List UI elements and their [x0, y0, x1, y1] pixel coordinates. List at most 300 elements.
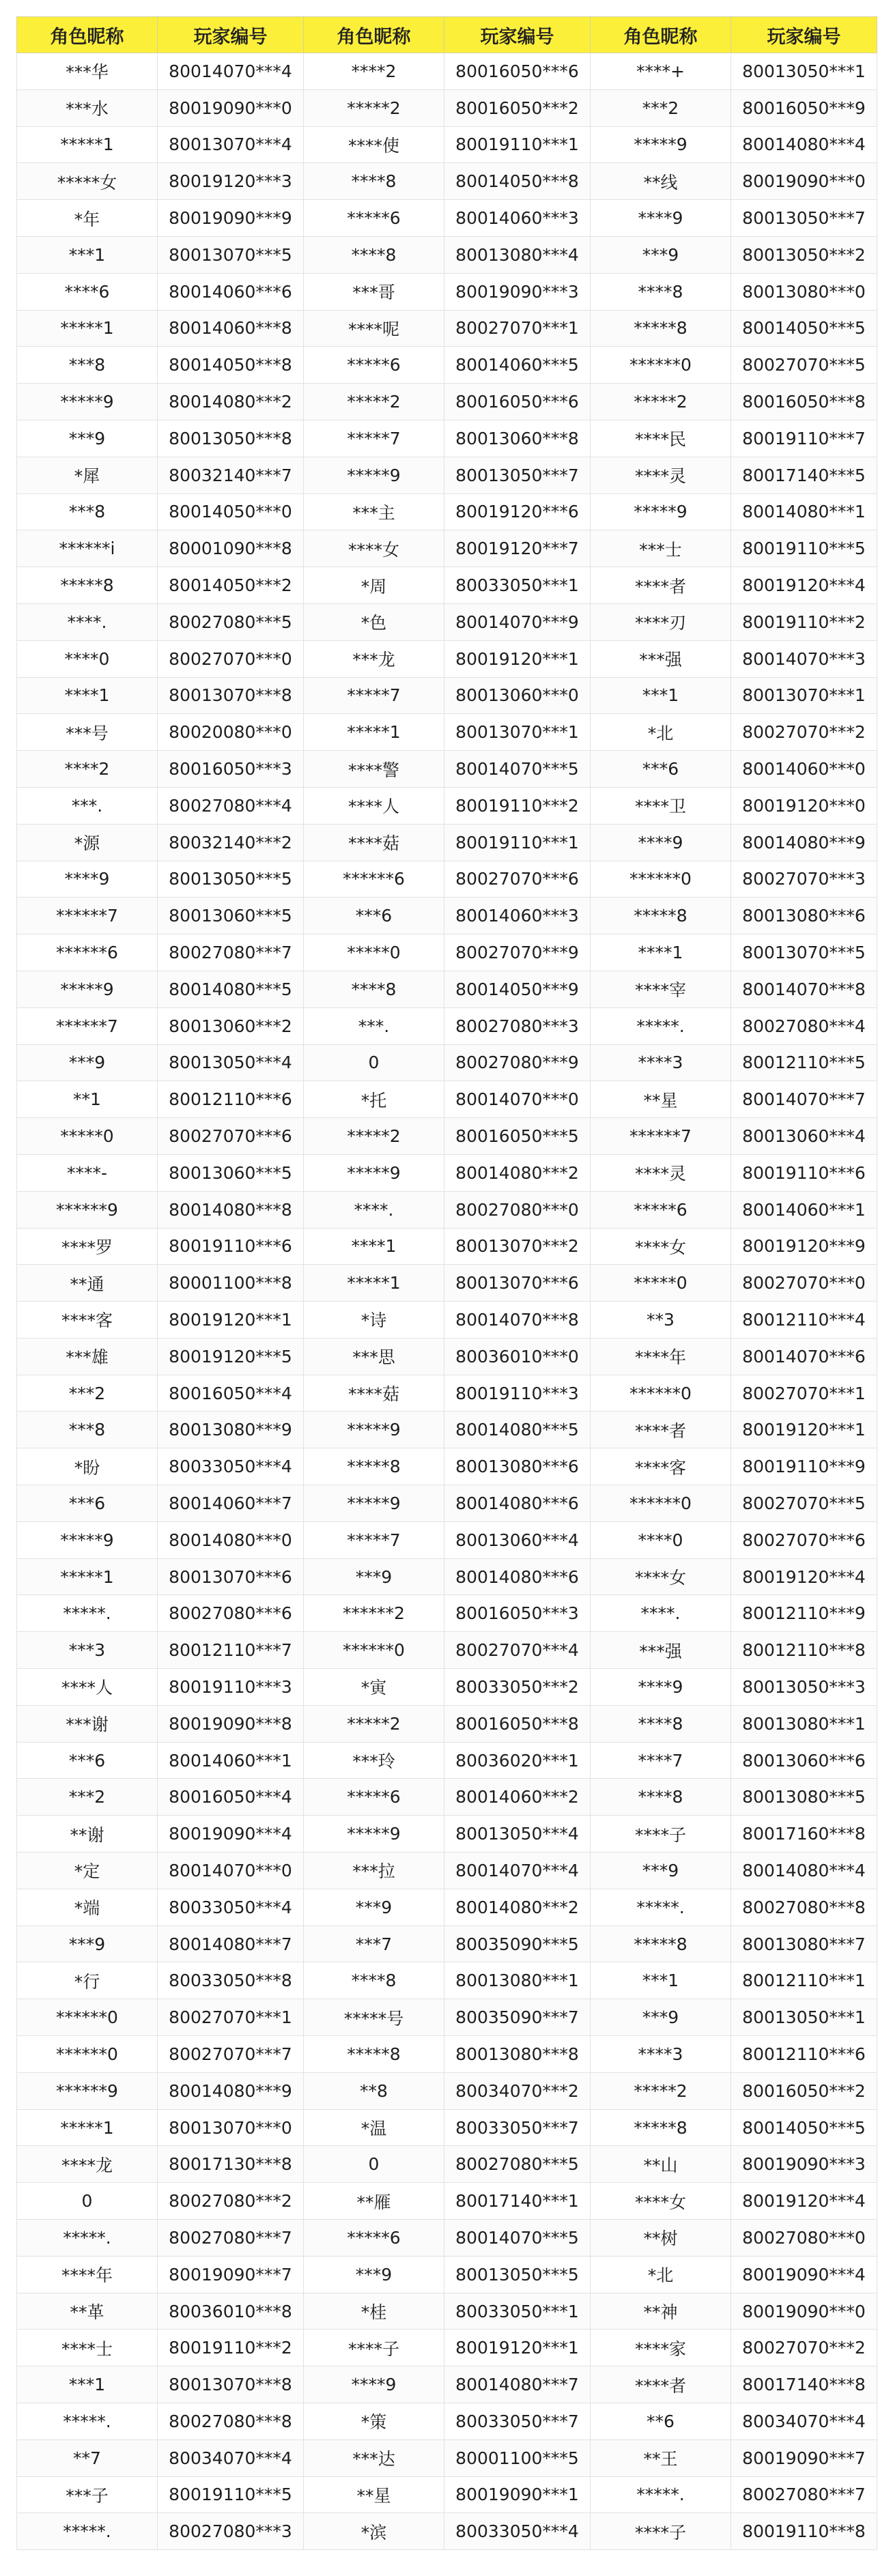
- player-id-cell: 80013070***6: [444, 1265, 591, 1302]
- role-nickname-cell: *****女: [17, 163, 158, 200]
- table-row: [17, 861, 877, 898]
- player-id-cell: 80014060***7: [158, 1485, 304, 1522]
- player-id-cell: 80014070***4: [444, 1852, 591, 1889]
- role-nickname-cell: *****0: [17, 1118, 158, 1155]
- role-nickname-cell: ***雄: [17, 1338, 158, 1375]
- role-nickname-cell: ****8: [304, 1962, 444, 1999]
- role-nickname-cell: ****7: [591, 1742, 731, 1779]
- table-row: [17, 2476, 877, 2513]
- role-nickname-cell: *****9: [591, 126, 731, 163]
- player-id-cell: 80019110***2: [444, 787, 591, 824]
- player-id-cell: 80014080***7: [444, 2366, 591, 2403]
- role-nickname-cell: ***主: [304, 493, 444, 530]
- player-id-cell: 80019120***4: [731, 2183, 877, 2220]
- role-nickname-cell: **革: [17, 2293, 158, 2330]
- player-id-cell: 80027070***3: [731, 861, 877, 898]
- player-id-cell: 80001100***8: [158, 1265, 304, 1302]
- player-id-cell: 80013070***4: [158, 126, 304, 163]
- player-id-cell: 80014060***8: [158, 310, 304, 347]
- role-nickname-cell: **8: [304, 2072, 444, 2109]
- player-id-cell: 80033050***1: [444, 567, 591, 604]
- role-nickname-cell: *****2: [304, 1118, 444, 1155]
- table-row: [17, 1962, 877, 1999]
- role-nickname-cell: ***拉: [304, 1852, 444, 1889]
- role-nickname-cell: ****0: [591, 1521, 731, 1558]
- table-row: [17, 493, 877, 530]
- role-nickname-cell: ***2: [591, 89, 731, 126]
- role-nickname-cell: *****.: [17, 2403, 158, 2440]
- player-id-cell: 80014080***6: [444, 1558, 591, 1595]
- player-id-cell: 80019110***1: [444, 824, 591, 861]
- role-nickname-cell: *****8: [304, 1448, 444, 1485]
- player-id-cell: 80013050***7: [731, 200, 877, 237]
- role-nickname-cell: ****年: [591, 1338, 731, 1375]
- player-id-cell: 80014060***1: [158, 1742, 304, 1779]
- role-nickname-cell: ****使: [304, 126, 444, 163]
- player-id-cell: 80014070***0: [158, 1852, 304, 1889]
- player-id-cell: 80013060***0: [444, 677, 591, 714]
- role-nickname-cell: ***9: [591, 236, 731, 273]
- player-id-cell: 80027070***2: [731, 2330, 877, 2366]
- player-id-cell: 80027080***6: [158, 1595, 304, 1632]
- player-id-cell: 80027070***5: [731, 347, 877, 384]
- table-row: [17, 2146, 877, 2183]
- role-nickname-cell: ******6: [17, 934, 158, 971]
- player-id-cell: 80019090***3: [444, 273, 591, 310]
- table-row: [17, 2330, 877, 2366]
- player-id-cell: 80020080***0: [158, 714, 304, 751]
- role-nickname-cell: *定: [17, 1852, 158, 1889]
- player-id-cell: 80014080***2: [444, 1889, 591, 1926]
- role-nickname-cell: ****子: [591, 2513, 731, 2550]
- player-id-cell: 80019110***3: [444, 1375, 591, 1412]
- player-id-cell: 80014070***0: [444, 1081, 591, 1118]
- role-nickname-cell: *****1: [304, 714, 444, 751]
- role-nickname-cell: *****8: [591, 1926, 731, 1962]
- player-id-cell: 80013080***7: [731, 1926, 877, 1962]
- role-nickname-cell: *****7: [304, 1521, 444, 1558]
- role-nickname-cell: *源: [17, 824, 158, 861]
- player-id-cell: 80016050***3: [158, 751, 304, 788]
- role-nickname-cell: ****罗: [17, 1228, 158, 1265]
- role-nickname-cell: ****灵: [591, 1154, 731, 1191]
- player-id-cell: 80014060***6: [158, 273, 304, 310]
- player-id-cell: 80012110***6: [158, 1081, 304, 1118]
- player-id-cell: 80027080***0: [731, 2220, 877, 2257]
- role-nickname-cell: ****8: [304, 236, 444, 273]
- role-nickname-cell: *****1: [17, 2109, 158, 2146]
- role-nickname-cell: *****6: [304, 200, 444, 237]
- player-id-cell: 80019120***0: [731, 787, 877, 824]
- role-nickname-cell: ****者: [591, 2366, 731, 2403]
- role-nickname-cell: ***思: [304, 1338, 444, 1375]
- player-id-cell: 80014070***4: [158, 53, 304, 90]
- player-id-cell: 80027070***0: [731, 1265, 877, 1302]
- player-id-cell: 80019120***5: [158, 1338, 304, 1375]
- role-nickname-cell: ***9: [304, 2256, 444, 2293]
- role-nickname-cell: ****人: [304, 787, 444, 824]
- table-row: [17, 1007, 877, 1044]
- table-row: [17, 1118, 877, 1155]
- player-id-cell: 80013050***8: [158, 420, 304, 457]
- player-id-cell: 80017140***8: [731, 2366, 877, 2403]
- table-row: [17, 1338, 877, 1375]
- table-row: [17, 420, 877, 457]
- player-id-cell: 80019120***6: [444, 493, 591, 530]
- player-id-cell: 80033050***7: [444, 2109, 591, 2146]
- player-id-cell: 80016050***2: [731, 2072, 877, 2109]
- player-id-cell: 80014050***2: [158, 567, 304, 604]
- player-id-cell: 80019110***3: [158, 1669, 304, 1706]
- role-nickname-cell: ***.: [17, 787, 158, 824]
- table-row: [17, 2183, 877, 2220]
- role-nickname-cell: **线: [591, 163, 731, 200]
- player-id-cell: 80033050***4: [158, 1889, 304, 1926]
- role-nickname-cell: *****9: [304, 457, 444, 493]
- role-nickname-cell: *****2: [304, 1705, 444, 1742]
- player-id-cell: 80027070***0: [158, 640, 304, 677]
- role-nickname-cell: *行: [17, 1962, 158, 1999]
- table-row: [17, 751, 877, 788]
- player-id-cell: 80027080***4: [158, 787, 304, 824]
- player-id-cell: 80027080***8: [731, 1889, 877, 1926]
- table-row: [17, 2220, 877, 2257]
- role-nickname-cell: *北: [591, 714, 731, 751]
- role-nickname-cell: ******9: [17, 2072, 158, 2109]
- table-row: [17, 1999, 877, 2036]
- role-nickname-cell: ***9: [304, 1889, 444, 1926]
- player-id-cell: 80013070***0: [158, 2109, 304, 2146]
- table-row: [17, 1081, 877, 1118]
- role-nickname-cell: *犀: [17, 457, 158, 493]
- player-id-cell: 80027070***5: [731, 1485, 877, 1522]
- role-nickname-cell: *****.: [591, 1889, 731, 1926]
- player-id-cell: 80013050***2: [731, 236, 877, 273]
- role-nickname-cell: *滨: [304, 2513, 444, 2550]
- role-nickname-cell: ****子: [304, 2330, 444, 2366]
- role-nickname-cell: *****9: [304, 1412, 444, 1448]
- role-nickname-cell: ****家: [591, 2330, 731, 2366]
- role-nickname-cell: *****1: [17, 310, 158, 347]
- role-nickname-cell: ****龙: [17, 2146, 158, 2183]
- table-row: [17, 1852, 877, 1889]
- role-nickname-cell: **谢: [17, 1816, 158, 1852]
- table-row: [17, 2366, 877, 2403]
- player-id-cell: 80019110***1: [444, 126, 591, 163]
- role-nickname-cell: *****9: [591, 493, 731, 530]
- player-id-cell: 80012110***4: [731, 1302, 877, 1339]
- table-row: [17, 530, 877, 567]
- role-nickname-cell: *****.: [17, 2220, 158, 2257]
- role-nickname-cell: ***8: [17, 347, 158, 384]
- table-row: [17, 273, 877, 310]
- player-id-cell: 80013050***1: [731, 53, 877, 90]
- player-id-cell: 80013070***6: [158, 1558, 304, 1595]
- table-body: [17, 53, 877, 2550]
- role-nickname-cell: *****9: [17, 971, 158, 1007]
- role-nickname-cell: ******0: [17, 2036, 158, 2073]
- player-id-cell: 80016050***6: [444, 53, 591, 90]
- role-nickname-cell: ******0: [591, 861, 731, 898]
- role-nickname-cell: *****8: [304, 2036, 444, 2073]
- player-id-cell: 80019110***6: [731, 1154, 877, 1191]
- player-id-cell: 80014070***7: [731, 1081, 877, 1118]
- player-id-cell: 80033050***1: [444, 2293, 591, 2330]
- player-id-cell: 80027080***5: [444, 2146, 591, 2183]
- role-nickname-cell: ****1: [17, 677, 158, 714]
- player-id-cell: 80016050***4: [158, 1375, 304, 1412]
- table-header: [17, 17, 877, 53]
- player-id-cell: 80019110***9: [731, 1448, 877, 1485]
- player-roster-sheet: [16, 16, 877, 2550]
- role-nickname-cell: ****年: [17, 2256, 158, 2293]
- role-nickname-cell: *****7: [304, 420, 444, 457]
- player-id-cell: 80001090***8: [158, 530, 304, 567]
- role-nickname-cell: *****9: [304, 1816, 444, 1852]
- player-id-cell: 80027080***0: [444, 1191, 591, 1228]
- player-id-cell: 80027070***1: [731, 1375, 877, 1412]
- role-nickname-cell: *****7: [304, 677, 444, 714]
- player-id-cell: 80013070***8: [158, 677, 304, 714]
- role-nickname-cell: ***水: [17, 89, 158, 126]
- player-id-cell: 80014050***8: [158, 347, 304, 384]
- role-nickname-cell: 0: [17, 2183, 158, 2220]
- table-row: [17, 310, 877, 347]
- role-nickname-cell: ***.: [304, 1007, 444, 1044]
- player-id-cell: 80034070***4: [158, 2439, 304, 2476]
- player-id-cell: 80027070***6: [444, 861, 591, 898]
- role-nickname-cell: ****呢: [304, 310, 444, 347]
- player-id-cell: 80034070***2: [444, 2072, 591, 2109]
- role-nickname-cell: ****.: [591, 1595, 731, 1632]
- role-nickname-cell: *****1: [17, 1558, 158, 1595]
- role-nickname-cell: *****8: [591, 2109, 731, 2146]
- player-id-cell: 80013050***1: [731, 1999, 877, 2036]
- player-id-cell: 80036010***0: [444, 1338, 591, 1375]
- player-id-cell: 80013080***0: [731, 273, 877, 310]
- table-row: [17, 714, 877, 751]
- role-nickname-cell: ****者: [591, 567, 731, 604]
- table-row: [17, 1191, 877, 1228]
- player-id-cell: 80019090***4: [731, 2256, 877, 2293]
- player-id-cell: 80013060***6: [731, 1742, 877, 1779]
- role-nickname-cell: *温: [304, 2109, 444, 2146]
- player-id-cell: 80019090***0: [158, 89, 304, 126]
- player-id-cell: 80013060***2: [158, 1007, 304, 1044]
- player-id-cell: 80019110***2: [731, 603, 877, 640]
- role-nickname-cell: *周: [304, 567, 444, 604]
- player-id-cell: 80014060***2: [444, 1779, 591, 1816]
- player-id-cell: 80014080***5: [158, 971, 304, 1007]
- table-row: [17, 934, 877, 971]
- player-id-cell: 80027070***9: [444, 934, 591, 971]
- role-nickname-cell: ****子: [591, 1816, 731, 1852]
- player-id-cell: 80001100***5: [444, 2439, 591, 2476]
- player-id-cell: 80013070***5: [158, 236, 304, 273]
- player-id-cell: 80017140***1: [444, 2183, 591, 2220]
- player-id-cell: 80013070***2: [444, 1228, 591, 1265]
- player-id-cell: 80019120***4: [731, 567, 877, 604]
- role-nickname-cell: *****9: [304, 1154, 444, 1191]
- role-nickname-cell: ******9: [17, 1191, 158, 1228]
- table-row: [17, 1669, 877, 1706]
- table-row: [17, 1521, 877, 1558]
- table-row: [17, 1632, 877, 1669]
- role-nickname-cell: ***1: [591, 677, 731, 714]
- role-nickname-cell: ***9: [17, 1926, 158, 1962]
- role-nickname-cell: **星: [304, 2476, 444, 2513]
- role-nickname-cell: ****2: [17, 751, 158, 788]
- table-row: [17, 1448, 877, 1485]
- role-nickname-cell: ***9: [17, 1044, 158, 1081]
- role-nickname-cell: ***3: [17, 1632, 158, 1669]
- player-id-cell: 80014080***2: [444, 1154, 591, 1191]
- role-nickname-cell: ****8: [591, 273, 731, 310]
- role-nickname-cell: **7: [17, 2439, 158, 2476]
- player-id-cell: 80036020***1: [444, 1742, 591, 1779]
- table-row: [17, 1265, 877, 1302]
- player-id-cell: 80016050***8: [444, 1705, 591, 1742]
- table-row: [17, 2109, 877, 2146]
- player-id-cell: 80033050***4: [158, 1448, 304, 1485]
- role-nickname-cell: *****2: [591, 384, 731, 420]
- role-nickname-cell: *****6: [591, 1191, 731, 1228]
- table-row: [17, 1926, 877, 1962]
- player-id-cell: 80019090***4: [158, 1816, 304, 1852]
- role-nickname-cell: ******0: [17, 1999, 158, 2036]
- player-id-cell: 80013050***5: [158, 861, 304, 898]
- player-id-cell: 80027080***8: [158, 2403, 304, 2440]
- player-id-cell: 80013070***1: [731, 677, 877, 714]
- role-nickname-cell: ******0: [591, 1375, 731, 1412]
- table-row: [17, 457, 877, 493]
- role-nickname-cell: **1: [17, 1081, 158, 1118]
- role-nickname-cell: ***强: [591, 640, 731, 677]
- role-nickname-cell: ****.: [17, 603, 158, 640]
- role-nickname-cell: ******2: [304, 1595, 444, 1632]
- player-id-cell: 80027080***7: [731, 2476, 877, 2513]
- role-nickname-cell: *****1: [304, 1265, 444, 1302]
- role-nickname-cell: ***号: [17, 714, 158, 751]
- player-id-cell: 80014060***0: [731, 751, 877, 788]
- role-nickname-cell: *****2: [304, 89, 444, 126]
- header-player-id-2: 玩家编号: [444, 17, 591, 53]
- player-id-cell: 80014080***2: [158, 384, 304, 420]
- role-nickname-cell: *桂: [304, 2293, 444, 2330]
- role-nickname-cell: ***6: [591, 751, 731, 788]
- role-nickname-cell: **树: [591, 2220, 731, 2257]
- player-id-cell: 80019110***6: [158, 1228, 304, 1265]
- role-nickname-cell: *****1: [17, 126, 158, 163]
- role-nickname-cell: **3: [591, 1302, 731, 1339]
- table-row: [17, 2072, 877, 2109]
- role-nickname-cell: ***1: [591, 1962, 731, 1999]
- header-player-id-1: 玩家编号: [158, 17, 304, 53]
- role-nickname-cell: **6: [591, 2403, 731, 2440]
- role-nickname-cell: ****.: [304, 1191, 444, 1228]
- player-id-cell: 80019110***7: [731, 420, 877, 457]
- header-player-id-3: 玩家编号: [731, 17, 877, 53]
- role-nickname-cell: ****3: [591, 2036, 731, 2073]
- table-row: [17, 1705, 877, 1742]
- player-id-cell: 80027070***1: [158, 1999, 304, 2036]
- role-nickname-cell: ******0: [591, 1485, 731, 1522]
- player-id-cell: 80014080***1: [731, 493, 877, 530]
- role-nickname-cell: *****2: [591, 2072, 731, 2109]
- player-id-cell: 80012110***5: [731, 1044, 877, 1081]
- table-row: [17, 236, 877, 273]
- player-id-cell: 80014060***3: [444, 200, 591, 237]
- player-id-cell: 80027080***7: [158, 934, 304, 971]
- role-nickname-cell: ***士: [591, 530, 731, 567]
- player-id-cell: 80019110***5: [731, 530, 877, 567]
- player-id-cell: 80033050***7: [444, 2403, 591, 2440]
- role-nickname-cell: *****8: [17, 567, 158, 604]
- table-row: [17, 1485, 877, 1522]
- player-id-cell: 80016050***4: [158, 1779, 304, 1816]
- table-row: [17, 384, 877, 420]
- role-nickname-cell: *年: [17, 200, 158, 237]
- header-row: [17, 17, 877, 53]
- player-id-cell: 80013080***1: [444, 1962, 591, 1999]
- role-nickname-cell: ****菇: [304, 824, 444, 861]
- header-role-nickname-1: 角色昵称: [17, 17, 158, 53]
- role-nickname-cell: ***9: [17, 420, 158, 457]
- player-id-cell: 80014050***8: [444, 163, 591, 200]
- table-row: [17, 603, 877, 640]
- role-nickname-cell: ***2: [17, 1779, 158, 1816]
- table-row: [17, 2293, 877, 2330]
- role-nickname-cell: ****8: [304, 163, 444, 200]
- player-id-cell: 80019090***9: [158, 200, 304, 237]
- role-nickname-cell: *盼: [17, 1448, 158, 1485]
- player-id-cell: 80035090***7: [444, 1999, 591, 2036]
- table-row: [17, 163, 877, 200]
- player-id-cell: 80014060***1: [731, 1191, 877, 1228]
- role-nickname-cell: *北: [591, 2256, 731, 2293]
- table-row: [17, 640, 877, 677]
- player-id-cell: 80013080***6: [444, 1448, 591, 1485]
- role-nickname-cell: ******7: [17, 1007, 158, 1044]
- role-nickname-cell: *****8: [591, 310, 731, 347]
- player-id-cell: 80013080***9: [158, 1412, 304, 1448]
- player-id-cell: 80016050***3: [444, 1595, 591, 1632]
- table-row: [17, 89, 877, 126]
- player-id-cell: 80014080***8: [158, 1191, 304, 1228]
- role-nickname-cell: ******i: [17, 530, 158, 567]
- player-id-cell: 80014050***5: [731, 310, 877, 347]
- player-id-cell: 80019110***5: [158, 2476, 304, 2513]
- player-id-cell: 80012110***7: [158, 1632, 304, 1669]
- role-nickname-cell: *****.: [591, 2476, 731, 2513]
- role-nickname-cell: ****9: [591, 1669, 731, 1706]
- table-row: [17, 1816, 877, 1852]
- role-nickname-cell: *****.: [591, 1007, 731, 1044]
- player-id-cell: 80033050***2: [444, 1669, 591, 1706]
- table-row: [17, 2403, 877, 2440]
- role-nickname-cell: **星: [591, 1081, 731, 1118]
- role-nickname-cell: ****警: [304, 751, 444, 788]
- player-id-cell: 80014070***8: [731, 971, 877, 1007]
- role-nickname-cell: ***玲: [304, 1742, 444, 1779]
- role-nickname-cell: 0: [304, 2146, 444, 2183]
- table-row: [17, 2256, 877, 2293]
- role-nickname-cell: *****8: [591, 898, 731, 934]
- player-id-cell: 80014070***6: [731, 1338, 877, 1375]
- player-id-cell: 80019120***4: [731, 1558, 877, 1595]
- role-nickname-cell: ****3: [591, 1044, 731, 1081]
- player-id-cell: 80027070***2: [731, 714, 877, 751]
